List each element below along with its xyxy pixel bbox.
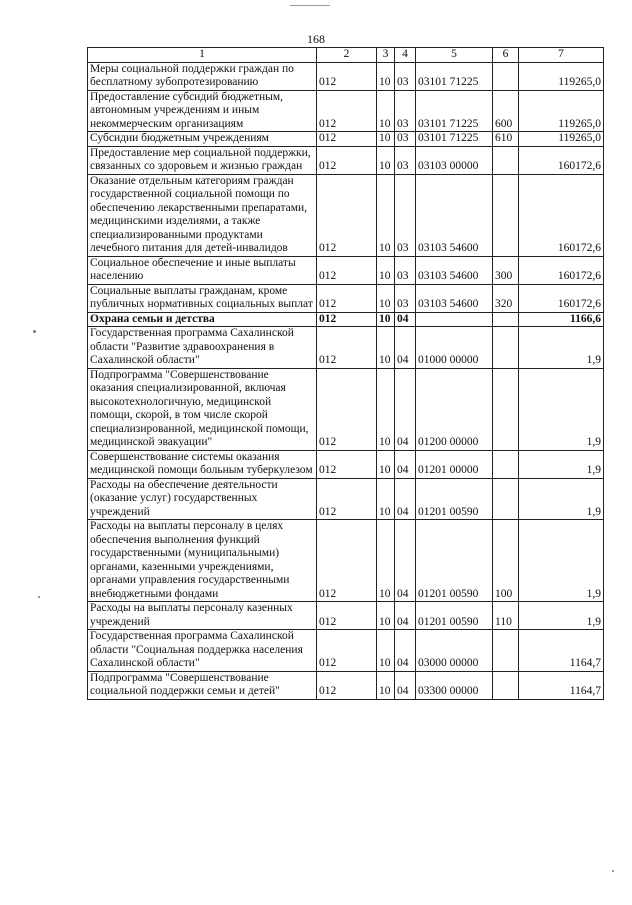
row-target-article-cell: 01201 00590	[416, 478, 493, 520]
table-row	[88, 284, 604, 312]
table-row	[88, 90, 604, 132]
table-row	[88, 146, 604, 174]
row-target-article-cell: 01000 00000	[416, 327, 493, 369]
row-expense-type-cell	[493, 327, 519, 369]
row-target-article-cell: 01201 00590	[416, 520, 493, 602]
row-amount-cell: 1,9	[519, 450, 604, 478]
row-amount-cell: 160172,6	[519, 256, 604, 284]
row-amount-cell: 160172,6	[519, 174, 604, 256]
row-section-cell: 10	[377, 630, 395, 672]
header-cell-5: 5	[416, 48, 493, 63]
row-subsection-cell: 03	[395, 284, 416, 312]
row-expense-type-cell	[493, 450, 519, 478]
row-target-article-cell: 03000 00000	[416, 630, 493, 672]
row-name-cell: Социальное обеспечение и иные выплаты населению	[88, 256, 317, 284]
row-amount-cell: 1,9	[519, 368, 604, 450]
row-name-cell: Предоставление мер социальной поддержки, связанных со здоровьем и жизнью граждан	[88, 146, 317, 174]
row-subsection-cell: 04	[395, 602, 416, 630]
row-section-cell: 10	[377, 174, 395, 256]
row-name-cell: Расходы на выплаты персоналу казенных учреждений	[88, 602, 317, 630]
row-amount-cell: 119265,0	[519, 62, 604, 90]
row-code-cell: 012	[317, 671, 377, 699]
row-expense-type-cell	[493, 62, 519, 90]
row-target-article-cell: 01201 00590	[416, 602, 493, 630]
table-row	[88, 327, 604, 369]
row-expense-type-cell	[493, 478, 519, 520]
table-header-row	[88, 48, 604, 63]
table-row	[88, 478, 604, 520]
row-code-cell: 012	[317, 602, 377, 630]
row-amount-cell: 1166,6	[519, 312, 604, 327]
header-cell-2: 2	[317, 48, 377, 63]
row-code-cell: 012	[317, 450, 377, 478]
row-code-cell: 012	[317, 256, 377, 284]
row-expense-type-cell: 300	[493, 256, 519, 284]
row-target-article-cell: 01200 00000	[416, 368, 493, 450]
header-cell-7: 7	[519, 48, 604, 63]
row-amount-cell: 1164,7	[519, 630, 604, 672]
row-name-cell: Расходы на выплаты персоналу в целях обеспечения выполнения функций государственными (муниципальными) органами, казенными учреждениями, органами управления государственными внебюджетными фондами	[88, 520, 317, 602]
row-code-cell: 012	[317, 174, 377, 256]
table-row	[88, 671, 604, 699]
row-section-cell: 10	[377, 146, 395, 174]
row-section-cell: 10	[377, 62, 395, 90]
row-amount-cell: 160172,6	[519, 146, 604, 174]
row-name-cell: Охрана семьи и детства	[88, 312, 317, 327]
row-subsection-cell: 04	[395, 368, 416, 450]
row-amount-cell: 160172,6	[519, 284, 604, 312]
row-subsection-cell: 04	[395, 630, 416, 672]
row-code-cell: 012	[317, 62, 377, 90]
row-target-article-cell: 03101 71225	[416, 132, 493, 147]
row-target-article-cell: 03103 00000	[416, 146, 493, 174]
row-subsection-cell: 03	[395, 132, 416, 147]
row-section-cell: 10	[377, 368, 395, 450]
row-expense-type-cell: 320	[493, 284, 519, 312]
row-amount-cell: 1164,7	[519, 671, 604, 699]
row-section-cell: 10	[377, 312, 395, 327]
row-subsection-cell: 04	[395, 312, 416, 327]
row-target-article-cell: 01201 00000	[416, 450, 493, 478]
row-section-cell: 10	[377, 671, 395, 699]
row-subsection-cell: 03	[395, 90, 416, 132]
table-row	[88, 602, 604, 630]
row-expense-type-cell	[493, 671, 519, 699]
row-code-cell: 012	[317, 90, 377, 132]
row-section-cell: 10	[377, 450, 395, 478]
row-target-article-cell: 03101 71225	[416, 90, 493, 132]
row-target-article-cell: 03300 00000	[416, 671, 493, 699]
row-subsection-cell: 03	[395, 174, 416, 256]
row-code-cell: 012	[317, 312, 377, 327]
row-section-cell: 10	[377, 327, 395, 369]
row-expense-type-cell	[493, 368, 519, 450]
row-name-cell: Подпрограмма "Совершенствование оказания специализированной, включая высокотехнологичную, медицинской помощи, скорой, в том числе скорой специализированной, медицинской помощи, медицинской эвакуации"	[88, 368, 317, 450]
row-name-cell: Социальные выплаты гражданам, кроме публичных нормативных социальных выплат	[88, 284, 317, 312]
table-row	[88, 132, 604, 147]
row-target-article-cell	[416, 312, 493, 327]
row-code-cell: 012	[317, 132, 377, 147]
row-expense-type-cell: 110	[493, 602, 519, 630]
row-target-article-cell: 03101 71225	[416, 62, 493, 90]
table-row	[88, 450, 604, 478]
budget-table	[87, 47, 604, 700]
table-row	[88, 62, 604, 90]
row-amount-cell: 1,9	[519, 602, 604, 630]
row-subsection-cell: 04	[395, 671, 416, 699]
row-target-article-cell: 03103 54600	[416, 174, 493, 256]
row-amount-cell: 1,9	[519, 520, 604, 602]
header-cell-1: 1	[88, 48, 317, 63]
row-name-cell: Государственная программа Сахалинской области "Социальная поддержка населения Сахалинской области"	[88, 630, 317, 672]
row-amount-cell: 1,9	[519, 478, 604, 520]
row-subsection-cell: 04	[395, 478, 416, 520]
scan-speck	[612, 870, 614, 872]
row-code-cell: 012	[317, 327, 377, 369]
scan-speck	[38, 596, 40, 598]
row-target-article-cell: 03103 54600	[416, 256, 493, 284]
row-section-cell: 10	[377, 132, 395, 147]
row-section-cell: 10	[377, 520, 395, 602]
row-expense-type-cell: 610	[493, 132, 519, 147]
header-cell-4: 4	[395, 48, 416, 63]
scan-artifact	[290, 5, 330, 6]
row-name-cell: Расходы на обеспечение деятельности (оказание услуг) государственных учреждений	[88, 478, 317, 520]
table-row	[88, 174, 604, 256]
table-row	[88, 520, 604, 602]
table-row	[88, 630, 604, 672]
table-row	[88, 256, 604, 284]
row-expense-type-cell	[493, 146, 519, 174]
row-subsection-cell: 03	[395, 146, 416, 174]
row-name-cell: Государственная программа Сахалинской области "Развитие здравоохранения в Сахалинской области"	[88, 327, 317, 369]
row-name-cell: Субсидии бюджетным учреждениям	[88, 132, 317, 147]
row-subsection-cell: 03	[395, 62, 416, 90]
row-name-cell: Совершенствование системы оказания медицинской помощи больным туберкулезом	[88, 450, 317, 478]
row-code-cell: 012	[317, 478, 377, 520]
row-section-cell: 10	[377, 602, 395, 630]
row-name-cell: Оказание отдельным категориям граждан государственной социальной помощи по обеспечению лекарственными препаратами, медицинскими изделиями, а также специализированными продуктами лечебного питания для детей-инвалидов	[88, 174, 317, 256]
row-subsection-cell: 04	[395, 327, 416, 369]
row-code-cell: 012	[317, 630, 377, 672]
row-expense-type-cell	[493, 312, 519, 327]
page-number: 168	[307, 32, 325, 46]
row-amount-cell: 119265,0	[519, 90, 604, 132]
row-section-cell: 10	[377, 256, 395, 284]
row-code-cell: 012	[317, 146, 377, 174]
row-code-cell: 012	[317, 284, 377, 312]
row-code-cell: 012	[317, 520, 377, 602]
row-name-cell: Предоставление субсидий бюджетным, автономным учреждениям и иным некоммерческим организациям	[88, 90, 317, 132]
header-cell-6: 6	[493, 48, 519, 63]
row-amount-cell: 119265,0	[519, 132, 604, 147]
row-expense-type-cell: 600	[493, 90, 519, 132]
row-name-cell: Подпрограмма "Совершенствование социальной поддержки семьи и детей"	[88, 671, 317, 699]
row-expense-type-cell: 100	[493, 520, 519, 602]
row-expense-type-cell	[493, 630, 519, 672]
row-subsection-cell: 04	[395, 520, 416, 602]
header-cell-3: 3	[377, 48, 395, 63]
row-name-cell: Меры социальной поддержки граждан по бесплатному зубопротезированию	[88, 62, 317, 90]
row-subsection-cell: 04	[395, 450, 416, 478]
row-section-cell: 10	[377, 478, 395, 520]
row-code-cell: 012	[317, 368, 377, 450]
scan-speck	[33, 330, 36, 333]
row-amount-cell: 1,9	[519, 327, 604, 369]
table-row	[88, 368, 604, 450]
row-expense-type-cell	[493, 174, 519, 256]
row-subsection-cell: 03	[395, 256, 416, 284]
table-row	[88, 312, 604, 327]
row-section-cell: 10	[377, 90, 395, 132]
row-section-cell: 10	[377, 284, 395, 312]
row-target-article-cell: 03103 54600	[416, 284, 493, 312]
